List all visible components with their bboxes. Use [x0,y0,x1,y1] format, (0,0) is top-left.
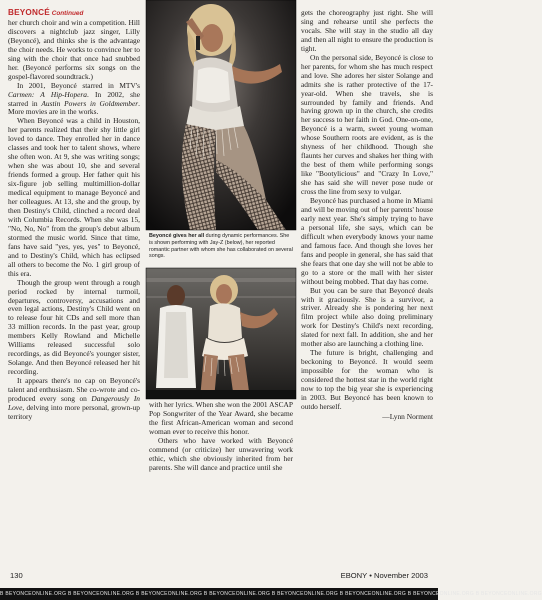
paragraph-2001-text-b: . In 2002, she starred in [8,89,140,108]
paragraph-survivor: But you can be sure that Beyoncé deals with it graciously. She is a survivor, a striver. Already she is pondering her next film project while also doing preliminary work for Destiny's Child's next recording, slated for next fall. In addition, she and her mother also are launching a clothing line. [301,285,433,349]
author-byline: —Lynn Norment [382,411,433,421]
paragraph-2001-text-c: . More movies are in the works. [8,98,140,117]
paragraph-miami-home: Beyoncé has purchased a home in Miami and will be moving out of her parents' house early next year. She's simply trying to have a personal life, she says, which can be difficult when everybody knows your name and famous face. And though she loves her fans and people in general, she has said that she fears that one day she will not be able to go to a store or the mall with her sister without being mobbed. That day has come. [301,196,433,286]
paragraph-work-ethic: Others who have worked with Beyoncé commend (or criticize) her unwavering work ethic, which she obviously inherited from her parents. She will dance and practice until she [149,435,293,472]
caption-text: during dynamic performances. She is shown performing with Jay-Z (below), her reported romantic partner with whom she has collaborated on several songs. [149,233,293,260]
paragraph-personal-side: On the personal side, Beyoncé is close to her parents, for whom she has much respect and love. She adores her sister Solange and admits she is rather protective of the 17-year-old. When she travels, she is surrounded by family and friends. And having grown up in the church, she credits her success to her faith in God. One-on-one, Beyoncé is a warm, sweet young woman whose Southern roots are evident, as is the shyness of her childhood. Though she flaunts her curves and shakes her thing with the best of them while performing songs like "Bootylicious" and "Crazy In Love," she has said she will never pose nude or cross the line from sexy to vulgar. [301,52,433,197]
goldmember-title: Austin Powers in Goldmember [41,98,139,108]
caption-lead: Beyoncé gives her all [149,233,205,239]
paragraph-choreography: gets the choreography just right. She will sing and rehearse until she perfects the vocals. She will stay in the studio all day and then all night to ensure the production is tight. [301,8,433,53]
photo-caption [149,233,293,260]
article-lead-paragraph [8,9,140,82]
paragraph-future: The future is bright, challenging and beckoning to Beyoncé. It would seem impossible for the woman who is considered the hottest star in the world right now to top the big year she is experiencing in 2003. But Beyoncé has been known to outdo herself. [301,348,433,411]
paragraph-rough-period: Though the group went through a rough period rocked by internal turmoil, departures, controversy, accusations and even legal actions, Destiny's Child went on to release four hit CDs and sell more than 33 million records. In the past year, group members Kelly Rowland and Michelle Williams released successful solo recordings, as did Beyoncé's younger sister, Solange. And then Beyoncé released her hit recording. [8,277,140,377]
lead-text: her church choir and win a competition. Hill discovers a nightclub jazz singer, Lilly (Beyoncé), and thinks she is the advantage the choir needs. He works to convince her to sing with the choir that once had snubbed her. (Beyoncé performs six songs on the gospel-flavored soundtrack.) [8,17,140,81]
paragraph-talent [8,377,140,422]
performance-photo-top [146,0,296,230]
publication-info: EBONY • November 2003 [340,571,428,580]
article-column-right [301,9,433,422]
article-column-left [8,9,140,422]
performance-photo-top-image [146,0,296,230]
paragraph-talent-text-b: , delving into more personal, grown-up territory [8,402,140,421]
performance-photo-bottom [146,268,296,399]
paragraph-lyrics: with her lyrics. When she won the 2001 ASCAP Pop Songwriter of the Year Award, she became the first African-American woman and second woman ever to receive this honor. [149,400,293,436]
carmen-title: Carmen: A Hip-Hopera [8,89,87,99]
page-number: 130 [10,571,23,580]
paragraph-2001-text-a: In 2001, Beyoncé starred in MTV's [17,80,140,90]
paragraph-2001 [8,82,140,118]
paragraph-childhood: When Beyoncé was a child in Houston, her parents realized that their shy little girl loved to dance. They enrolled her in dance classes and took her to talent shows, where she often won. At 9, she was writing songs; when she was about 10, she and several friends formed a group. Her father quit his six-figure job selling multimillion-dollar medical equipment to manage Beyoncé and her colleagues. At 13, she and the group, by then Destiny's Child, clinched a record deal with Columbia Records. When she was 15, "No, No, No" from the group's debut album stormed the music world. Since that time, fans have said "yes, yes, yes" to Beyoncé, and to Destiny's Child, which has eclipsed all others to become the No. 1 girl group of this era. [8,116,140,278]
paragraph-talent-text-a: It appears there's no cap on Beyoncé's talent and enthusiasm. She co-wrote and co-produced every song on [8,376,140,403]
album-title: Dangerously In Love [8,393,141,412]
continued-label: Continued [51,10,84,17]
article-column-middle [149,401,293,473]
watermark-strip: B BEYONCEONLINE.ORG B BEYONCEONLINE.ORG B BEYONCEONLINE.ORG B BEYONCEONLINE.ORG B BEYONCEONLINE.ORG B BEYONCEONLINE.ORG B BEYONCEONLINE.ORG B BEYONCEONLINE.ORG [0,588,438,600]
article-header-name: BEYONCÉ [8,8,50,17]
performance-photo-bottom-image [146,268,296,399]
